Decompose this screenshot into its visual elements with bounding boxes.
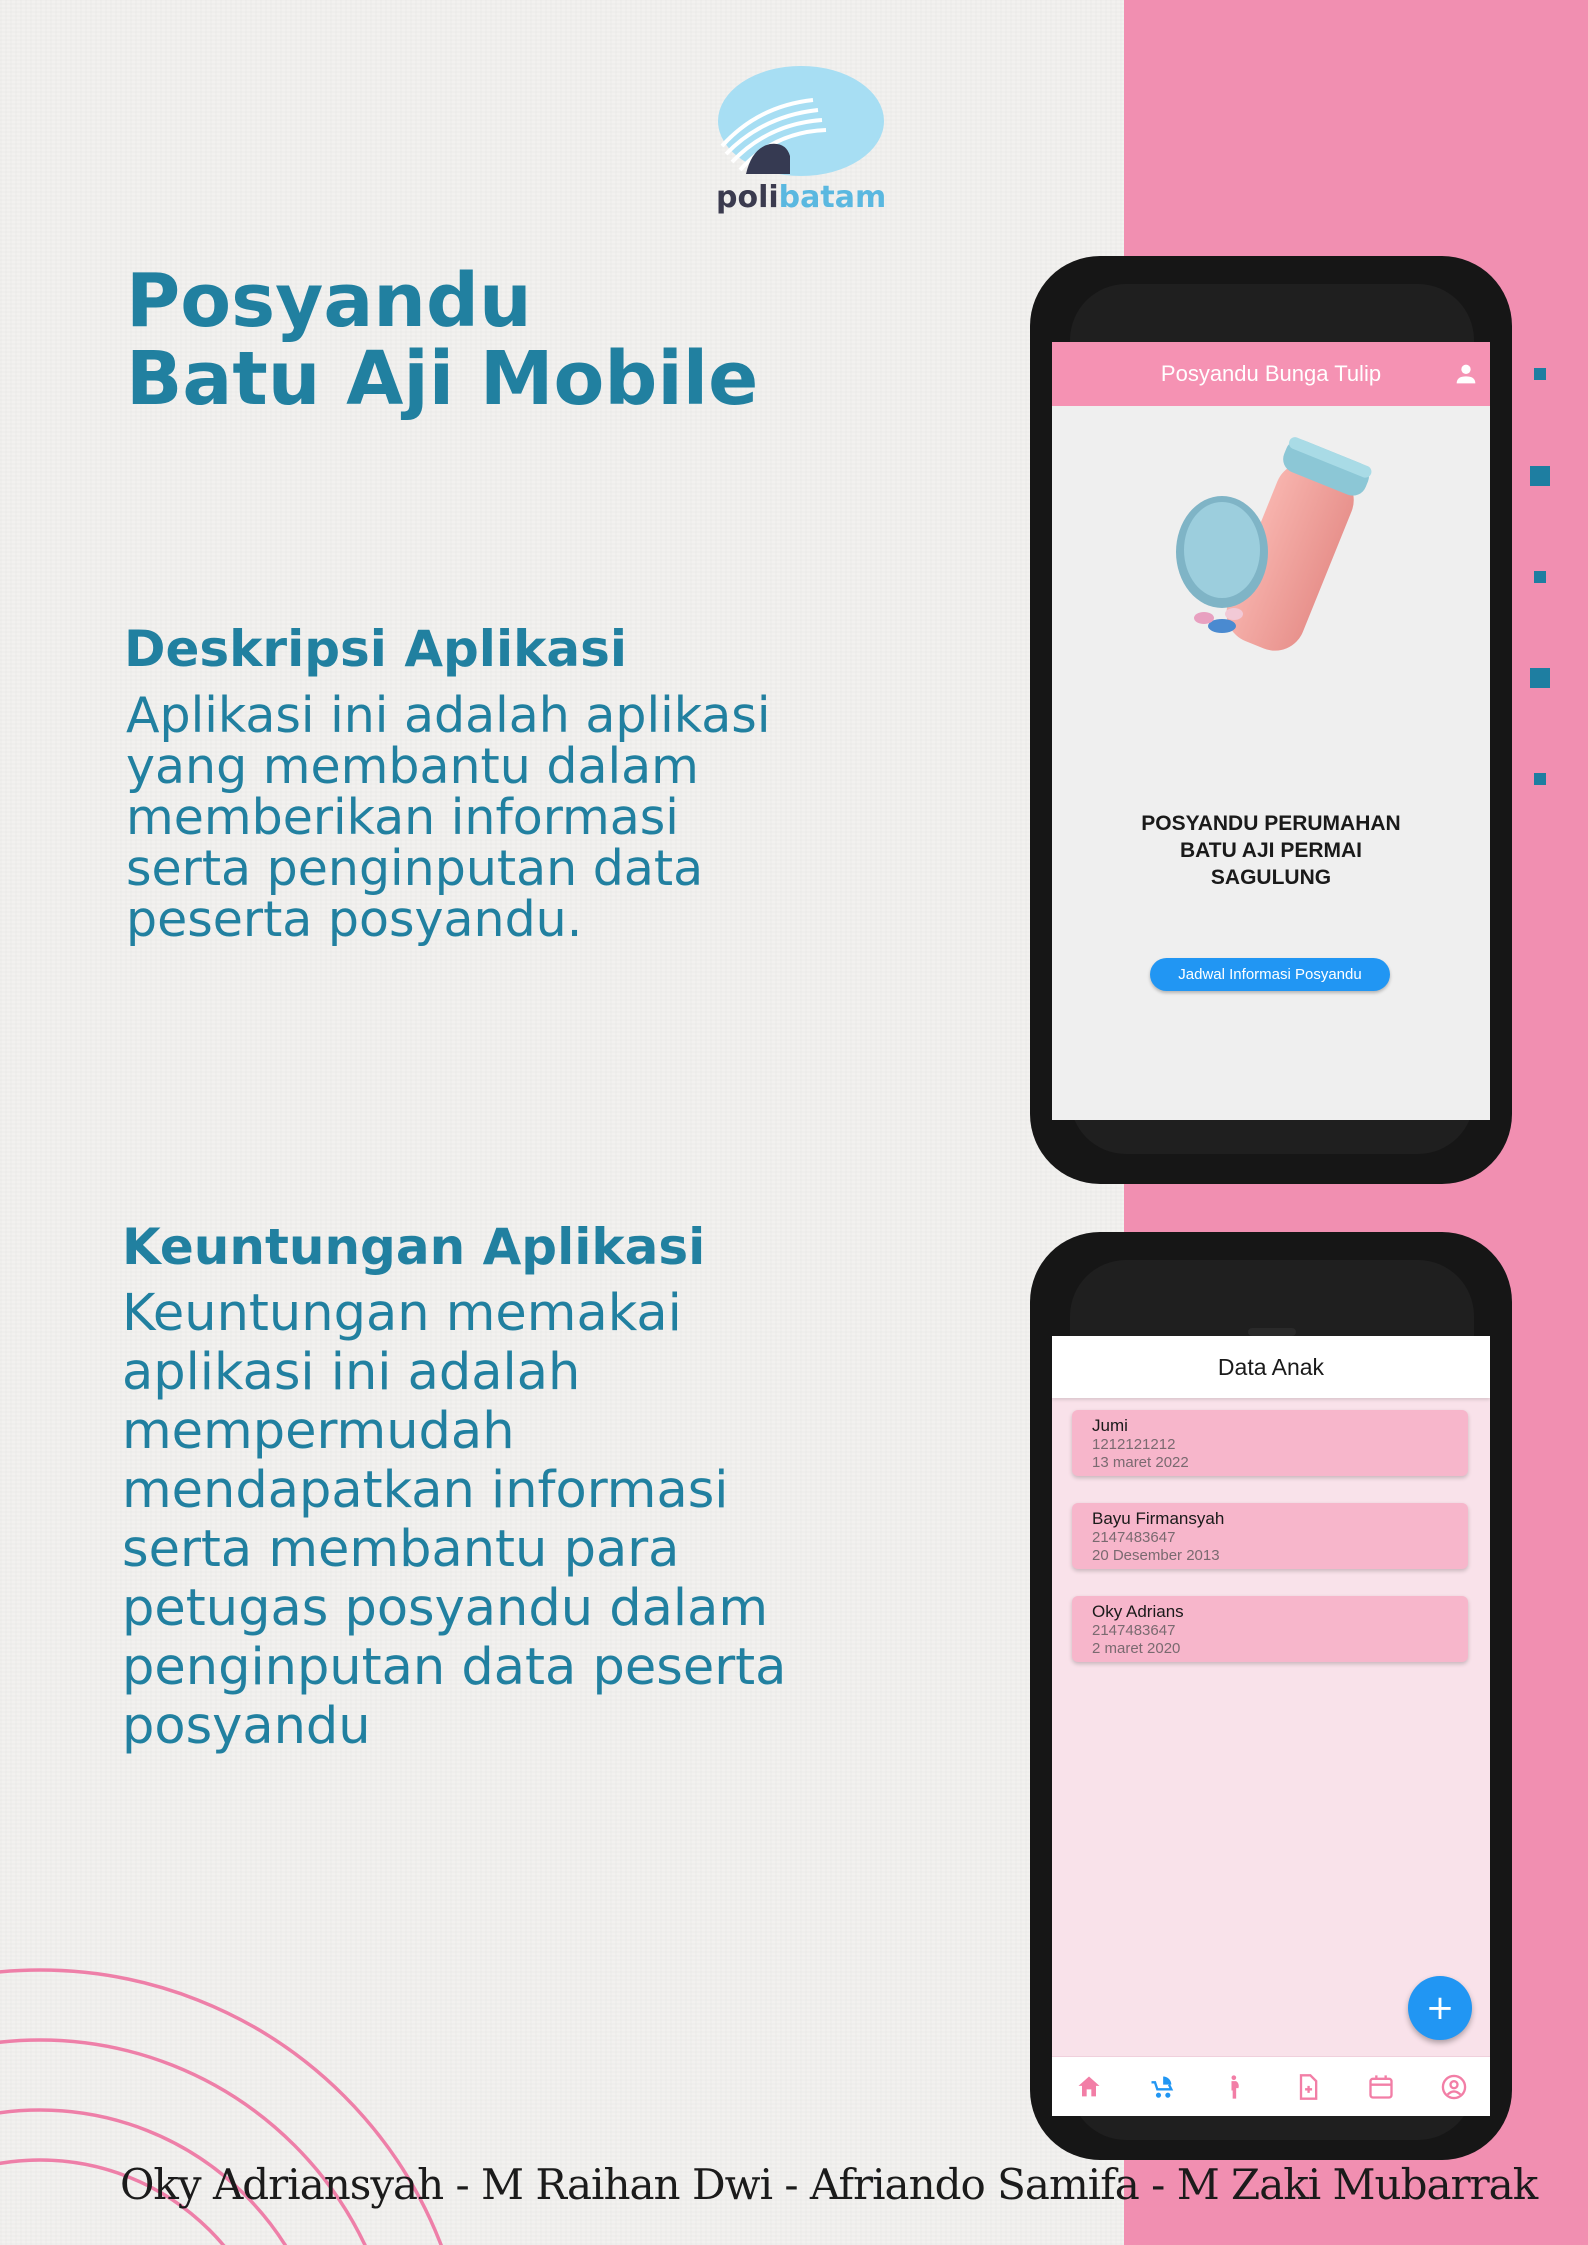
title-line-2: Batu Aji Mobile [126, 336, 759, 422]
description-line: yang membantu dalam [126, 738, 699, 795]
person-icon[interactable] [1452, 360, 1480, 388]
logo-emblem [718, 66, 884, 176]
logo-text-poli: poli [716, 180, 779, 215]
decorative-square [1530, 466, 1550, 486]
posyandu-location-name: POSYANDU PERUMAHAN BATU AJI PERMAI SAGULUNG [1141, 812, 1401, 889]
benefits-body [122, 1284, 822, 1756]
child-id: 1212121212 [1092, 1436, 1176, 1453]
description-heading: Deskripsi Aplikasi [124, 620, 627, 678]
benefits-line: mendapatkan informasi [122, 1461, 729, 1520]
add-child-button[interactable]: + [1408, 1976, 1472, 2040]
phone-screen-data-anak [1052, 1336, 1490, 2116]
schedule-info-button[interactable]: Jadwal Informasi Posyandu [1150, 958, 1390, 991]
child-card[interactable] [1072, 1596, 1468, 1662]
description-line: Aplikasi ini adalah aplikasi [126, 687, 771, 744]
child-name: Oky Adrians [1092, 1602, 1184, 1621]
app-bar [1052, 342, 1490, 406]
pregnant-woman-icon[interactable] [1221, 2073, 1249, 2101]
benefits-line: petugas posyandu dalam [122, 1579, 769, 1638]
child-id: 2147483647 [1092, 1529, 1176, 1546]
child-card[interactable] [1072, 1410, 1468, 1476]
decorative-square [1534, 368, 1546, 380]
decorative-square [1534, 571, 1546, 583]
benefits-line: mempermudah [122, 1402, 515, 1461]
benefits-line: aplikasi ini adalah [122, 1343, 581, 1402]
account-circle-icon[interactable] [1440, 2073, 1468, 2101]
child-date: 20 Desember 2013 [1092, 1547, 1220, 1564]
screen-header: Data Anak [1052, 1336, 1490, 1398]
document-add-icon[interactable] [1294, 2073, 1322, 2101]
benefits-heading: Keuntungan Aplikasi [122, 1218, 706, 1276]
author-credits: Oky Adriansyah - M Raihan Dwi - Afriando Samifa - M Zaki Mubarrak [120, 2160, 1538, 2209]
decorative-square [1530, 668, 1550, 688]
page-title [126, 258, 759, 422]
child-date: 13 maret 2022 [1092, 1454, 1189, 1471]
child-id: 2147483647 [1092, 1622, 1176, 1639]
benefits-line: serta membantu para [122, 1520, 680, 1579]
phone-mockup-data-anak [1030, 1232, 1512, 2160]
benefits-line: penginputan data peserta [122, 1638, 787, 1697]
description-body [126, 687, 816, 948]
polibatam-logo [716, 64, 886, 224]
title-line-1: Posyandu [126, 258, 532, 344]
benefits-line: posyandu [122, 1697, 371, 1756]
stroller-icon[interactable] [1148, 2073, 1176, 2101]
medicine-bottle-illustration [1152, 422, 1392, 682]
child-name: Jumi [1092, 1416, 1128, 1435]
benefits-line: Keuntungan memakai [122, 1284, 682, 1343]
logo-wordmark [716, 180, 886, 215]
phone-mockup-home [1030, 256, 1512, 1184]
phone-notch [1248, 1328, 1296, 1336]
description-line: memberikan informasi [126, 789, 679, 846]
decorative-square [1534, 773, 1546, 785]
home-icon[interactable] [1075, 2073, 1103, 2101]
child-date: 2 maret 2020 [1092, 1640, 1181, 1657]
description-line: peserta posyandu. [126, 891, 583, 948]
description-line: serta penginputan data [126, 840, 704, 897]
calendar-icon[interactable] [1367, 2073, 1395, 2101]
app-bar-title: Posyandu Bunga Tulip [1160, 361, 1382, 386]
logo-text-batam: batam [778, 180, 887, 215]
child-name: Bayu Firmansyah [1092, 1509, 1225, 1528]
bottom-nav-bar [1052, 2056, 1490, 2116]
child-card[interactable] [1072, 1503, 1468, 1569]
phone-screen-home [1052, 342, 1490, 1120]
